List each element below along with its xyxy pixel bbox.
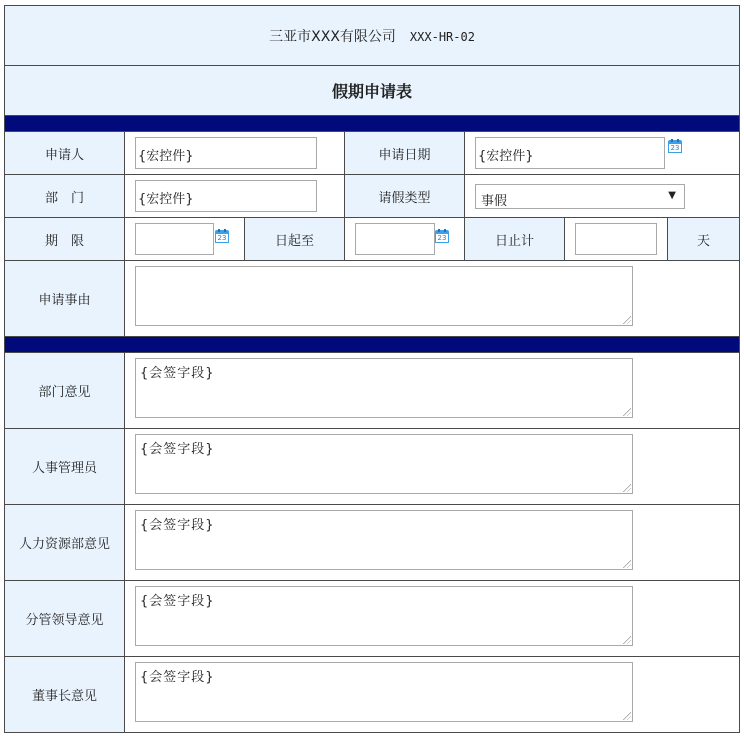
hr-admin-cell bbox=[125, 429, 740, 505]
end-date-cell bbox=[345, 218, 465, 261]
applicant-label: 申请人 bbox=[5, 132, 125, 175]
days-unit-label: 天 bbox=[668, 218, 740, 261]
department-label: 部 门 bbox=[5, 175, 125, 218]
hr-admin-label: 人事管理员 bbox=[5, 429, 125, 505]
resize-grip-icon[interactable] bbox=[623, 484, 631, 492]
apply-date-label: 申请日期 bbox=[345, 132, 465, 175]
dept-opinion-textarea[interactable]: {会签字段} bbox=[135, 358, 633, 418]
resize-grip-icon[interactable] bbox=[623, 408, 631, 416]
section-divider bbox=[5, 337, 740, 353]
leave-type-cell bbox=[465, 175, 740, 218]
days-field[interactable] bbox=[575, 223, 657, 255]
chairman-opinion-label: 董事长意见 bbox=[5, 657, 125, 733]
hr-dept-opinion-label: 人力资源部意见 bbox=[5, 505, 125, 581]
chairman-opinion-cell bbox=[125, 657, 740, 733]
section-divider bbox=[5, 116, 740, 132]
resize-grip-icon[interactable] bbox=[623, 560, 631, 568]
hr-dept-opinion-textarea[interactable]: {会签字段} bbox=[135, 510, 633, 570]
reason-textarea[interactable] bbox=[135, 266, 633, 326]
chairman-opinion-textarea[interactable]: {会签字段} bbox=[135, 662, 633, 722]
hr-dept-opinion-cell bbox=[125, 505, 740, 581]
calendar-icon[interactable]: 23 bbox=[668, 139, 682, 153]
from-suffix-label: 日起至 bbox=[245, 218, 345, 261]
resize-grip-icon[interactable] bbox=[623, 712, 631, 720]
reason-cell bbox=[125, 261, 740, 337]
start-date-field[interactable] bbox=[135, 223, 214, 255]
apply-date-field[interactable]: {宏控件} bbox=[475, 137, 665, 169]
end-date-field[interactable] bbox=[355, 223, 435, 255]
days-cell bbox=[565, 218, 668, 261]
applicant-field[interactable]: {宏控件} bbox=[135, 137, 317, 169]
resize-grip-icon[interactable] bbox=[623, 316, 631, 324]
dept-opinion-label: 部门意见 bbox=[5, 353, 125, 429]
form-code: XXX-HR-02 bbox=[409, 29, 475, 44]
leave-application-form bbox=[4, 5, 740, 733]
leave-type-label: 请假类型 bbox=[345, 175, 465, 218]
calendar-icon[interactable]: 23 bbox=[435, 229, 449, 243]
reason-label: 申请事由 bbox=[5, 261, 125, 337]
to-suffix-label: 日止计 bbox=[465, 218, 565, 261]
department-cell bbox=[125, 175, 345, 218]
leader-opinion-cell bbox=[125, 581, 740, 657]
form-title: 假期申请表 bbox=[5, 66, 740, 116]
leader-opinion-label: 分管领导意见 bbox=[5, 581, 125, 657]
leave-type-value: 事假 bbox=[481, 193, 508, 209]
apply-date-cell bbox=[465, 132, 740, 175]
company-name: 三亚市XXX有限公司 bbox=[269, 28, 396, 45]
period-label: 期 限 bbox=[5, 218, 125, 261]
company-header bbox=[5, 6, 740, 66]
resize-grip-icon[interactable] bbox=[623, 636, 631, 644]
applicant-cell bbox=[125, 132, 345, 175]
department-field[interactable]: {宏控件} bbox=[135, 180, 317, 212]
dept-opinion-cell bbox=[125, 353, 740, 429]
leave-type-select[interactable] bbox=[475, 184, 685, 209]
calendar-icon[interactable]: 23 bbox=[215, 229, 229, 243]
leader-opinion-textarea[interactable]: {会签字段} bbox=[135, 586, 633, 646]
dropdown-arrow-icon: ▼ bbox=[668, 189, 676, 201]
start-date-cell bbox=[125, 218, 245, 261]
hr-admin-textarea[interactable]: {会签字段} bbox=[135, 434, 633, 494]
